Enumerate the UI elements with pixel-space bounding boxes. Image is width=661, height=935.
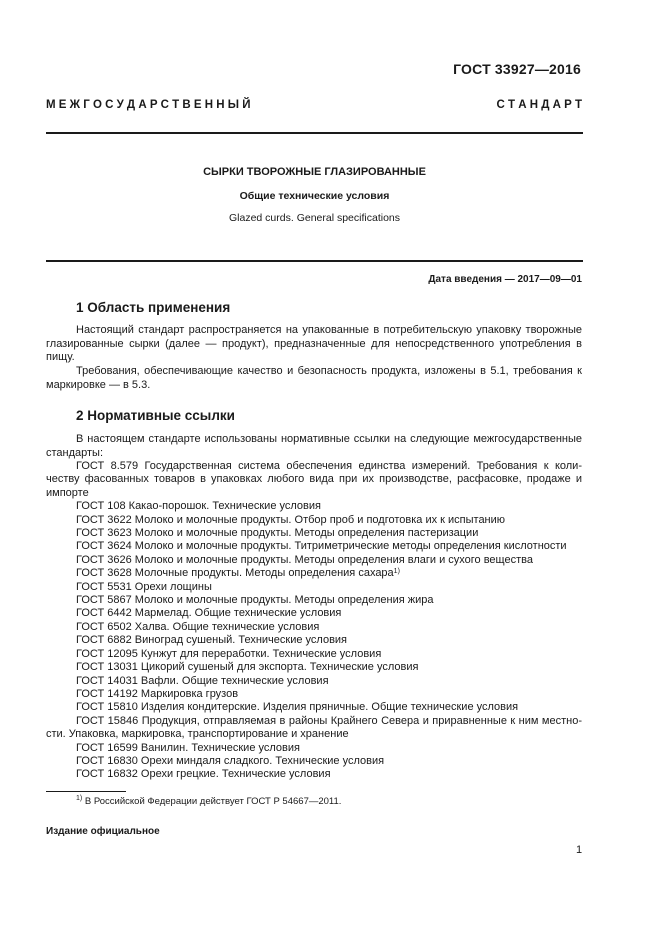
- reference-line: ГОСТ 6442 Мармелад. Общие технические условия: [76, 607, 342, 620]
- text-line: маркировке — в 5.3.: [46, 378, 151, 391]
- text-line: Требования, обеспечивающие качество и безопасность продукта, изложены в 5.1, требования к: [76, 365, 582, 377]
- reference-line: ГОСТ 8.579 Государственная система обеспечения единства измерений. Требования к коли-: [76, 460, 582, 472]
- reference-line: ГОСТ 3623 Молоко и молочные продукты. Методы определения пастеризации: [76, 527, 479, 540]
- footnote-marker: 1): [393, 568, 400, 576]
- reference-line: ГОСТ 13031 Цикорий сушеный для экспорта. Технические условия: [76, 661, 419, 674]
- reference-line: ГОСТ 16832 Орехи грецкие. Технические условия: [76, 768, 331, 781]
- document-title-english: Glazed curds. General specifications: [229, 212, 400, 224]
- standard-designation: ГОСТ 33927—2016: [453, 61, 581, 77]
- document-subtitle: Общие технические условия: [239, 190, 390, 202]
- reference-line: ГОСТ 15846 Продукция, отправляемая в районы Крайнего Севера и приравненные к ним местно-: [76, 714, 582, 727]
- reference-line: ГОСТ 15810 Изделия кондитерские. Изделия пряничные. Общие технические условия: [76, 701, 519, 714]
- official-edition-label: Издание официальное: [46, 826, 160, 837]
- reference-line: ГОСТ 5867 Молоко и молочные продукты. Методы определения жира: [76, 594, 434, 607]
- reference-line: ГОСТ 14192 Маркировка грузов: [76, 687, 239, 700]
- text-line: глазированные сырки (далее — продукт), предназначенные для непосредственного употребления в: [46, 337, 582, 350]
- top-divider: [46, 132, 583, 134]
- text-line: Настоящий стандарт распространяется на упакованные в потребительскую упаковку творожные: [76, 324, 582, 336]
- section-2-intro: [46, 433, 582, 460]
- text-line: пищу.: [46, 351, 75, 363]
- interstate-standard-banner: [46, 99, 582, 111]
- normative-references-list: [46, 460, 582, 782]
- title-divider: [46, 260, 583, 262]
- section-1-heading: 1 Область применения: [76, 300, 231, 315]
- text-line: стандарты:: [46, 446, 104, 459]
- section-1-paragraph-1: [46, 324, 582, 365]
- section-1-paragraph-2: [46, 365, 582, 392]
- reference-line: ГОСТ 3626 Молоко и молочные продукты. Методы определения влаги и сухого вещества: [76, 553, 533, 566]
- footnote-text: В Российской Федерации действует ГОСТ Р 54667—2011.: [82, 796, 342, 807]
- reference-line: ГОСТ 16599 Ванилин. Технические условия: [76, 741, 300, 754]
- reference-line: честву фасованных товаров в упаковках любого вида при их производстве, расфасовке, продаже и: [46, 473, 582, 486]
- reference-line: импорте: [46, 486, 89, 499]
- footnote: [76, 796, 341, 807]
- reference-line: сти. Упаковка, маркировка, транспортирование и хранение: [46, 728, 349, 741]
- reference-line: ГОСТ 14031 Вафли. Общие технические условия: [76, 674, 329, 687]
- reference-line-with-footnote: [46, 567, 582, 580]
- reference-line: ГОСТ 3622 Молоко и молочные продукты. Отбор проб и подготовка их к испытанию: [76, 513, 506, 526]
- standard-word: С Т А Н Д А Р Т: [496, 99, 582, 111]
- reference-line: ГОСТ 16830 Орехи миндаля сладкого. Технические условия: [76, 754, 385, 767]
- reference-line: ГОСТ 6502 Халва. Общие технические условия: [76, 620, 320, 633]
- footnote-separator: [46, 791, 126, 792]
- reference-line: ГОСТ 5531 Орехи лощины: [76, 580, 212, 593]
- reference-text: ГОСТ 3628 Молочные продукты. Методы определения сахара: [76, 567, 394, 580]
- reference-line: ГОСТ 3624 Молоко и молочные продукты. Титриметрические методы определения кислотности: [76, 540, 567, 553]
- reference-line: ГОСТ 12095 Кунжут для переработки. Технические условия: [76, 647, 382, 660]
- page-number: 1: [576, 844, 583, 856]
- reference-line: ГОСТ 108 Какао-порошок. Технические условия: [76, 500, 321, 513]
- section-2-heading: 2 Нормативные ссылки: [76, 408, 235, 423]
- footnote-marker: 1): [76, 795, 83, 802]
- document-title: СЫРКИ ТВОРОЖНЫЕ ГЛАЗИРОВАННЫЕ: [203, 166, 426, 178]
- interstate-word: М Е Ж Г О С У Д А Р С Т В Е Н Н Ы Й: [46, 99, 251, 111]
- text-line: В настоящем стандарте использованы нормативные ссылки на следующие межгосударственные: [76, 433, 582, 445]
- reference-line: ГОСТ 6882 Виноград сушеный. Технические условия: [76, 634, 348, 647]
- introduction-date: Дата введения — 2017—09—01: [428, 274, 582, 285]
